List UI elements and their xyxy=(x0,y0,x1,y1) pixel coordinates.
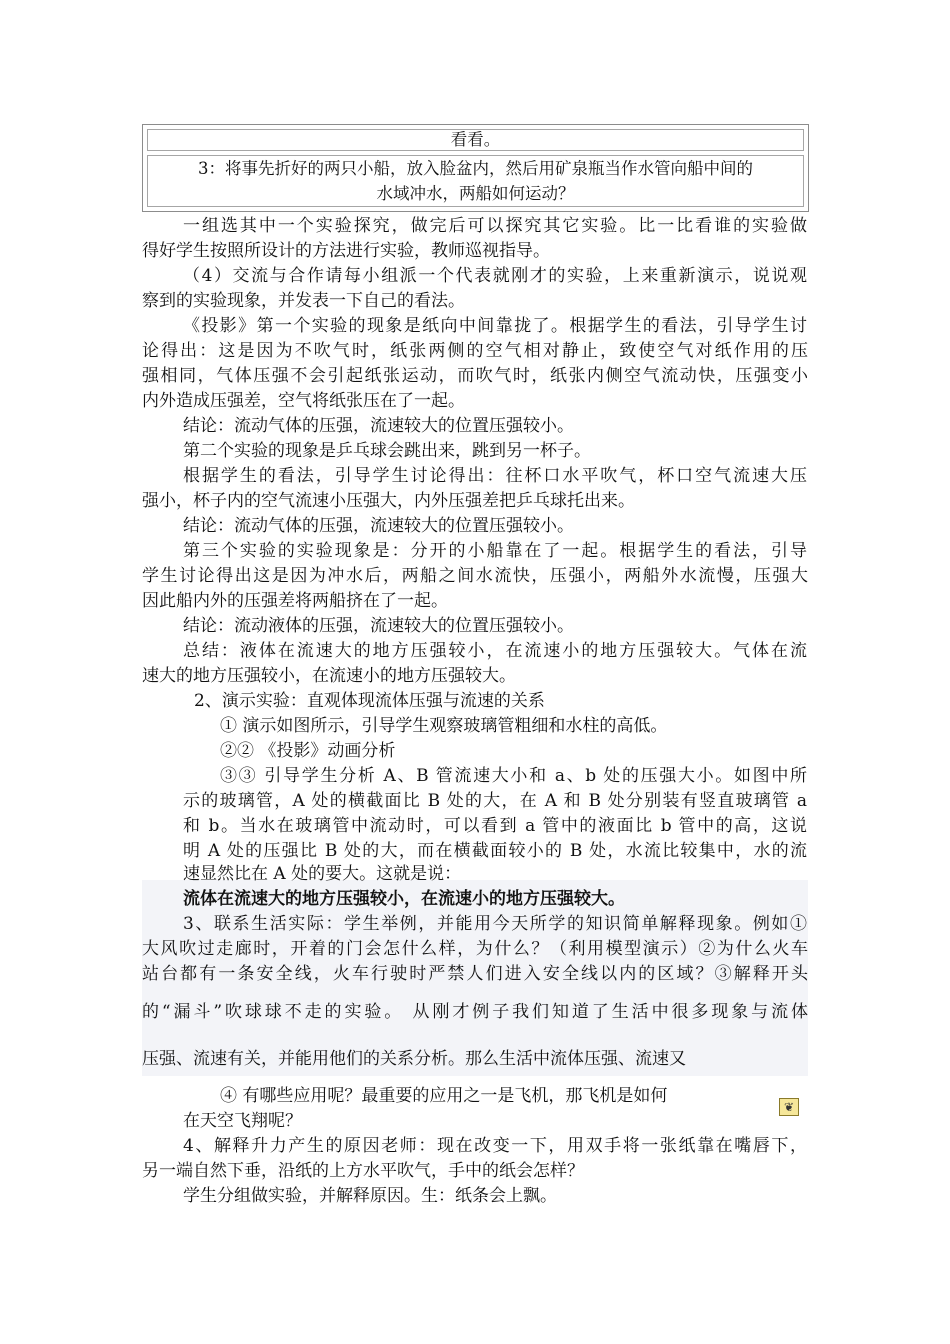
paragraph-line: 另一端自然下垂，沿纸的上方水平吹气，手中的纸会怎样？ xyxy=(142,1161,584,1181)
paragraph-line: 内外造成压强差，空气将纸张压在了一起。 xyxy=(142,391,465,411)
paragraph-line: 和 b。当水在玻璃管中流动时，可以看到 a 管中的液面比 b 管中的高，这说 xyxy=(183,816,807,836)
paragraph-line: 明 A 处的压强比 B 处的大，而在横截面较小的 B 处，水流比较集中，水的流 xyxy=(183,841,807,861)
list-item: ②② 《投影》动画分析 xyxy=(220,741,396,761)
paragraph-line: （4）交流与合作请每小组派一个代表就刚才的实验，上来重新演示，说说观 xyxy=(183,266,807,286)
paragraph-line: 根据学生的看法，引导学生讨论得出：往杯口水平吹气，杯口空气流速大压 xyxy=(183,466,807,486)
paragraph-line: 得好学生按照所设计的方法进行实验，教师巡视指导。 xyxy=(142,241,550,261)
table-cell-text: 3：将事先折好的两只小船，放入脸盆内，然后用矿泉瓶当作水管向船中间的 xyxy=(198,159,753,178)
conclusion-line: 结论：流动液体的压强，流速较大的位置压强较小。 xyxy=(183,616,574,636)
table-cell-text: 看看。 xyxy=(450,130,501,149)
list-item: ④ 有哪些应用呢？最重要的应用之一是飞机，那飞机是如何 xyxy=(220,1086,668,1106)
paragraph-line: 因此船内外的压强差将两船挤在了一起。 xyxy=(142,591,448,611)
paragraph-line: 察到的实验现象，并发表一下自己的看法。 xyxy=(142,291,465,311)
paragraph-line: 一组选其中一个实验探究，做完后可以探究其它实验。比一比看谁的实验做 xyxy=(183,216,807,236)
paragraph-line: 第三个实验的实验现象是：分开的小船靠在了一起。根据学生的看法，引导 xyxy=(183,541,807,561)
paragraph-line: 大风吹过走廊时，开着的门会怎什么样，为什么？（利用模型演示）②为什么火车 xyxy=(142,939,808,959)
paragraph-line: 论得出：这是因为不吹气时，纸张两侧的空气相对静止，致使空气对纸作用的压 xyxy=(142,341,808,361)
embedded-object-glyph: ❦ xyxy=(783,1100,795,1114)
section-heading: 4、解释升力产生的原因老师：现在改变一下，用双手将一张纸靠在嘴唇下， xyxy=(183,1136,807,1156)
paragraph-line: 强小，杯子内的空气流速小压强大，内外压强差把乒乓球托出来。 xyxy=(142,491,635,511)
paragraph-line: 的“漏斗”吹球球不走的实验。 从刚才例子我们知道了生活中很多现象与流体 xyxy=(142,1002,808,1022)
paragraph-line: 速显然比在 A 处的要大。这就是说： xyxy=(183,864,462,884)
paragraph-line: 强相同，气体压强不会引起纸张运动，而吹气时，纸张内侧空气流动快，压强变小 xyxy=(142,366,808,386)
paragraph-line: 压强、流速有关，并能用他们的关系分析。那么生活中流体压强、流速又 xyxy=(142,1049,686,1069)
paragraph-line: 示的玻璃管，A 处的横截面比 B 处的大，在 A 和 B 处分别装有竖直玻璃管 a xyxy=(183,791,807,811)
conclusion-line: 结论：流动气体的压强，流速较大的位置压强较小。 xyxy=(183,416,574,436)
conclusion-line: 结论：流动气体的压强，流速较大的位置压强较小。 xyxy=(183,516,574,536)
paragraph-line: 《投影》第一个实验的现象是纸向中间靠拢了。根据学生的看法，引导学生讨 xyxy=(183,316,807,336)
list-item: ① 演示如图所示，引导学生观察玻璃管粗细和水柱的高低。 xyxy=(220,716,668,736)
summary-line: 速大的地方压强较小，在流速小的地方压强较大。 xyxy=(142,666,516,686)
section-heading: 2、演示实验：直观体现流体压强与流速的关系 xyxy=(194,691,545,711)
summary-line: 总结：液体在流速大的地方压强较小，在流速小的地方压强较大。气体在流 xyxy=(183,641,807,661)
paragraph-line: 第二个实验的现象是乒乓球会跳出来，跳到另一杯子。 xyxy=(183,441,591,461)
framed-table xyxy=(142,124,809,212)
embedded-object-icon[interactable] xyxy=(779,1098,799,1116)
list-item: ③③ 引导学生分析 A、B 管流速大小和 a、b 处的压强大小。如图中所 xyxy=(220,766,807,786)
table-cell-text: 水域冲水，两船如何运动？ xyxy=(376,184,575,203)
section-heading: 3、联系生活实际：学生举例，并能用今天所学的知识简单解释现象。例如① xyxy=(183,914,807,934)
key-conclusion: 流体在流速大的地方压强较小，在流速小的地方压强较大。 xyxy=(183,889,625,909)
table-row xyxy=(147,129,804,151)
paragraph-line: 在天空飞翔呢？ xyxy=(183,1111,302,1131)
paragraph-line: 学生分组做实验，并解释原因。生：纸条会上飘。 xyxy=(183,1186,557,1206)
paragraph-line: 站台都有一条安全线，火车行驶时严禁人们进入安全线以内的区域？③解释开头 xyxy=(142,964,808,984)
table-row xyxy=(147,155,804,207)
paragraph-line: 学生讨论得出这是因为冲水后，两船之间水流快，压强小，两船外水流慢，压强大 xyxy=(142,566,808,586)
